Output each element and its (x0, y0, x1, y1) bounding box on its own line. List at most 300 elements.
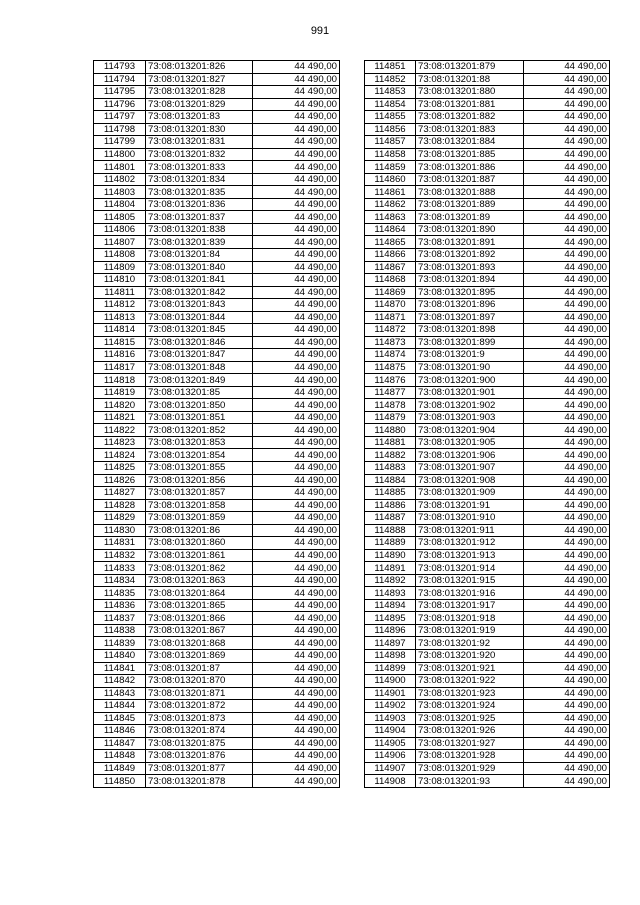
value-cell: 44 490,00 (253, 148, 340, 161)
value-cell: 44 490,00 (253, 111, 340, 124)
cadastral-number-cell: 73:08:013201:915 (416, 574, 524, 587)
cadastral-number-cell: 73:08:013201:903 (416, 411, 524, 424)
cadastral-number-cell: 73:08:013201:85 (146, 386, 253, 399)
row-number-cell: 114884 (365, 474, 416, 487)
cadastral-number-cell: 73:08:013201:9 (416, 349, 524, 362)
table-row (94, 499, 340, 512)
table-row (365, 399, 610, 412)
row-number-cell: 114840 (94, 649, 146, 662)
cadastral-number-cell: 73:08:013201:836 (146, 198, 253, 211)
cadastral-number-cell: 73:08:013201:834 (146, 173, 253, 186)
table-row (94, 211, 340, 224)
row-number-cell: 114852 (365, 73, 416, 86)
table-row (365, 750, 610, 763)
row-number-cell: 114845 (94, 712, 146, 725)
row-number-cell: 114846 (94, 725, 146, 738)
table-row (94, 775, 340, 788)
value-cell: 44 490,00 (524, 86, 610, 99)
row-number-cell: 114886 (365, 499, 416, 512)
value-cell: 44 490,00 (253, 762, 340, 775)
cadastral-number-cell: 73:08:013201:907 (416, 462, 524, 475)
row-number-cell: 114848 (94, 750, 146, 763)
cadastral-number-cell: 73:08:013201:875 (146, 737, 253, 750)
row-number-cell: 114892 (365, 574, 416, 587)
table-row (94, 524, 340, 537)
table-row (365, 161, 610, 174)
cadastral-number-cell: 73:08:013201:88 (416, 73, 524, 86)
table-row (94, 123, 340, 136)
row-number-cell: 114824 (94, 449, 146, 462)
table-row (94, 173, 340, 186)
value-cell: 44 490,00 (524, 574, 610, 587)
value-cell: 44 490,00 (524, 737, 610, 750)
value-cell: 44 490,00 (524, 61, 610, 74)
value-cell: 44 490,00 (253, 223, 340, 236)
row-number-cell: 114873 (365, 336, 416, 349)
table-row (94, 624, 340, 637)
value-cell: 44 490,00 (253, 198, 340, 211)
value-cell: 44 490,00 (253, 662, 340, 675)
cadastral-number-cell: 73:08:013201:842 (146, 286, 253, 299)
value-cell: 44 490,00 (524, 649, 610, 662)
table-row (94, 361, 340, 374)
row-number-cell: 114849 (94, 762, 146, 775)
row-number-cell: 114814 (94, 324, 146, 337)
row-number-cell: 114876 (365, 374, 416, 387)
row-number-cell: 114828 (94, 499, 146, 512)
table-row (365, 61, 610, 74)
value-cell: 44 490,00 (524, 662, 610, 675)
row-number-cell: 114893 (365, 587, 416, 600)
value-cell: 44 490,00 (253, 211, 340, 224)
value-cell: 44 490,00 (524, 700, 610, 713)
value-cell: 44 490,00 (524, 411, 610, 424)
value-cell: 44 490,00 (253, 161, 340, 174)
table-row (94, 449, 340, 462)
cadastral-number-cell: 73:08:013201:890 (416, 223, 524, 236)
value-cell: 44 490,00 (524, 261, 610, 274)
row-number-cell: 114821 (94, 411, 146, 424)
row-number-cell: 114850 (94, 775, 146, 788)
row-number-cell: 114798 (94, 123, 146, 136)
cadastral-number-cell: 73:08:013201:902 (416, 399, 524, 412)
cadastral-number-cell: 73:08:013201:864 (146, 587, 253, 600)
cadastral-number-cell: 73:08:013201:925 (416, 712, 524, 725)
value-cell: 44 490,00 (524, 474, 610, 487)
table-row (94, 223, 340, 236)
value-cell: 44 490,00 (524, 775, 610, 788)
table-row (94, 549, 340, 562)
row-number-cell: 114865 (365, 236, 416, 249)
cadastral-number-cell: 73:08:013201:844 (146, 311, 253, 324)
value-cell: 44 490,00 (524, 349, 610, 362)
value-cell: 44 490,00 (524, 537, 610, 550)
value-cell: 44 490,00 (253, 236, 340, 249)
table-row (365, 624, 610, 637)
table-row (94, 299, 340, 312)
value-cell: 44 490,00 (253, 512, 340, 525)
cadastral-number-cell: 73:08:013201:914 (416, 562, 524, 575)
value-cell: 44 490,00 (524, 750, 610, 763)
table-row (94, 336, 340, 349)
table-row (94, 725, 340, 738)
row-number-cell: 114887 (365, 512, 416, 525)
value-cell: 44 490,00 (253, 725, 340, 738)
value-cell: 44 490,00 (253, 487, 340, 500)
cadastral-number-cell: 73:08:013201:876 (146, 750, 253, 763)
cadastral-number-cell: 73:08:013201:856 (146, 474, 253, 487)
value-cell: 44 490,00 (524, 599, 610, 612)
value-cell: 44 490,00 (253, 562, 340, 575)
cadastral-number-cell: 73:08:013201:91 (416, 499, 524, 512)
row-number-cell: 114872 (365, 324, 416, 337)
table-row (365, 324, 610, 337)
row-number-cell: 114863 (365, 211, 416, 224)
cadastral-number-cell: 73:08:013201:920 (416, 649, 524, 662)
row-number-cell: 114833 (94, 562, 146, 575)
row-number-cell: 114869 (365, 286, 416, 299)
cadastral-number-cell: 73:08:013201:858 (146, 499, 253, 512)
value-cell: 44 490,00 (253, 587, 340, 600)
row-number-cell: 114861 (365, 186, 416, 199)
value-cell: 44 490,00 (524, 399, 610, 412)
cadastral-number-cell: 73:08:013201:863 (146, 574, 253, 587)
row-number-cell: 114851 (365, 61, 416, 74)
table-row (365, 386, 610, 399)
table-row (94, 662, 340, 675)
table-row (94, 587, 340, 600)
table-row (94, 311, 340, 324)
row-number-cell: 114805 (94, 211, 146, 224)
cadastral-number-cell: 73:08:013201:829 (146, 98, 253, 111)
cadastral-number-cell: 73:08:013201:847 (146, 349, 253, 362)
table-row (94, 148, 340, 161)
row-number-cell: 114842 (94, 675, 146, 688)
row-number-cell: 114870 (365, 299, 416, 312)
value-cell: 44 490,00 (253, 624, 340, 637)
value-cell: 44 490,00 (253, 549, 340, 562)
table-row (365, 762, 610, 775)
cadastral-number-cell: 73:08:013201:861 (146, 549, 253, 562)
table-row (94, 562, 340, 575)
value-cell: 44 490,00 (253, 737, 340, 750)
table-row (94, 649, 340, 662)
value-cell: 44 490,00 (524, 173, 610, 186)
cadastral-number-cell: 73:08:013201:872 (146, 700, 253, 713)
cadastral-number-cell: 73:08:013201:881 (416, 98, 524, 111)
cadastral-number-cell: 73:08:013201:927 (416, 737, 524, 750)
table-row (94, 274, 340, 287)
value-cell: 44 490,00 (524, 675, 610, 688)
cadastral-number-cell: 73:08:013201:826 (146, 61, 253, 74)
row-number-cell: 114890 (365, 549, 416, 562)
cadastral-number-cell: 73:08:013201:922 (416, 675, 524, 688)
row-number-cell: 114841 (94, 662, 146, 675)
cadastral-number-cell: 73:08:013201:885 (416, 148, 524, 161)
registry-table-left (93, 60, 340, 788)
table-row (94, 612, 340, 625)
value-cell: 44 490,00 (524, 186, 610, 199)
row-number-cell: 114859 (365, 161, 416, 174)
value-cell: 44 490,00 (253, 361, 340, 374)
row-number-cell: 114835 (94, 587, 146, 600)
value-cell: 44 490,00 (253, 411, 340, 424)
row-number-cell: 114806 (94, 223, 146, 236)
row-number-cell: 114894 (365, 599, 416, 612)
cadastral-number-cell: 73:08:013201:906 (416, 449, 524, 462)
table-row (365, 261, 610, 274)
value-cell: 44 490,00 (253, 775, 340, 788)
page-number: 991 (310, 25, 330, 37)
cadastral-number-cell: 73:08:013201:830 (146, 123, 253, 136)
row-number-cell: 114900 (365, 675, 416, 688)
table-row (94, 462, 340, 475)
cadastral-number-cell: 73:08:013201:92 (416, 637, 524, 650)
value-cell: 44 490,00 (524, 361, 610, 374)
row-number-cell: 114795 (94, 86, 146, 99)
table-row (365, 361, 610, 374)
row-number-cell: 114904 (365, 725, 416, 738)
row-number-cell: 114891 (365, 562, 416, 575)
value-cell: 44 490,00 (524, 148, 610, 161)
value-cell: 44 490,00 (253, 436, 340, 449)
value-cell: 44 490,00 (253, 700, 340, 713)
row-number-cell: 114882 (365, 449, 416, 462)
row-number-cell: 114855 (365, 111, 416, 124)
value-cell: 44 490,00 (253, 462, 340, 475)
value-cell: 44 490,00 (524, 311, 610, 324)
row-number-cell: 114818 (94, 374, 146, 387)
cadastral-number-cell: 73:08:013201:831 (146, 136, 253, 149)
value-cell: 44 490,00 (524, 386, 610, 399)
value-cell: 44 490,00 (253, 399, 340, 412)
value-cell: 44 490,00 (253, 73, 340, 86)
table-row (365, 274, 610, 287)
row-number-cell: 114837 (94, 612, 146, 625)
cadastral-number-cell: 73:08:013201:928 (416, 750, 524, 763)
row-number-cell: 114853 (365, 86, 416, 99)
value-cell: 44 490,00 (253, 336, 340, 349)
value-cell: 44 490,00 (253, 750, 340, 763)
row-number-cell: 114864 (365, 223, 416, 236)
cadastral-number-cell: 73:08:013201:908 (416, 474, 524, 487)
cadastral-number-cell: 73:08:013201:916 (416, 587, 524, 600)
table-row (365, 223, 610, 236)
cadastral-number-cell: 73:08:013201:888 (416, 186, 524, 199)
cadastral-number-cell: 73:08:013201:859 (146, 512, 253, 525)
value-cell: 44 490,00 (253, 449, 340, 462)
table-row (365, 737, 610, 750)
table-row (365, 248, 610, 261)
table-row (94, 424, 340, 437)
row-number-cell: 114811 (94, 286, 146, 299)
value-cell: 44 490,00 (253, 248, 340, 261)
cadastral-number-cell: 73:08:013201:880 (416, 86, 524, 99)
table-row (94, 98, 340, 111)
value-cell: 44 490,00 (524, 424, 610, 437)
value-cell: 44 490,00 (253, 599, 340, 612)
table-row (94, 712, 340, 725)
cadastral-number-cell: 73:08:013201:833 (146, 161, 253, 174)
cadastral-number-cell: 73:08:013201:866 (146, 612, 253, 625)
table-row (365, 675, 610, 688)
table-row (365, 775, 610, 788)
table-row (94, 700, 340, 713)
row-number-cell: 114879 (365, 411, 416, 424)
cadastral-number-cell: 73:08:013201:893 (416, 261, 524, 274)
row-number-cell: 114856 (365, 123, 416, 136)
table-row (94, 324, 340, 337)
row-number-cell: 114854 (365, 98, 416, 111)
value-cell: 44 490,00 (253, 537, 340, 550)
cadastral-number-cell: 73:08:013201:868 (146, 637, 253, 650)
cadastral-number-cell: 73:08:013201:909 (416, 487, 524, 500)
row-number-cell: 114899 (365, 662, 416, 675)
value-cell: 44 490,00 (524, 198, 610, 211)
row-number-cell: 114802 (94, 173, 146, 186)
cadastral-number-cell: 73:08:013201:865 (146, 599, 253, 612)
row-number-cell: 114815 (94, 336, 146, 349)
value-cell: 44 490,00 (524, 725, 610, 738)
row-number-cell: 114867 (365, 261, 416, 274)
cadastral-number-cell: 73:08:013201:897 (416, 311, 524, 324)
cadastral-number-cell: 73:08:013201:898 (416, 324, 524, 337)
value-cell: 44 490,00 (253, 123, 340, 136)
value-cell: 44 490,00 (253, 687, 340, 700)
cadastral-number-cell: 73:08:013201:912 (416, 537, 524, 550)
table-row (365, 198, 610, 211)
row-number-cell: 114903 (365, 712, 416, 725)
row-number-cell: 114902 (365, 700, 416, 713)
value-cell: 44 490,00 (524, 524, 610, 537)
table-row (94, 637, 340, 650)
table-row (365, 336, 610, 349)
table-row (94, 198, 340, 211)
row-number-cell: 114832 (94, 549, 146, 562)
row-number-cell: 114816 (94, 349, 146, 362)
value-cell: 44 490,00 (524, 299, 610, 312)
value-cell: 44 490,00 (524, 324, 610, 337)
cadastral-number-cell: 73:08:013201:923 (416, 687, 524, 700)
value-cell: 44 490,00 (524, 73, 610, 86)
cadastral-number-cell: 73:08:013201:913 (416, 549, 524, 562)
cadastral-number-cell: 73:08:013201:845 (146, 324, 253, 337)
row-number-cell: 114871 (365, 311, 416, 324)
value-cell: 44 490,00 (524, 462, 610, 475)
row-number-cell: 114831 (94, 537, 146, 550)
cadastral-number-cell: 73:08:013201:926 (416, 725, 524, 738)
cadastral-number-cell: 73:08:013201:89 (416, 211, 524, 224)
value-cell: 44 490,00 (253, 274, 340, 287)
table-row (365, 374, 610, 387)
table-row (365, 86, 610, 99)
cadastral-number-cell: 73:08:013201:855 (146, 462, 253, 475)
row-number-cell: 114860 (365, 173, 416, 186)
table-row (94, 136, 340, 149)
row-number-cell: 114809 (94, 261, 146, 274)
value-cell: 44 490,00 (253, 186, 340, 199)
value-cell: 44 490,00 (524, 612, 610, 625)
table-row (365, 436, 610, 449)
row-number-cell: 114819 (94, 386, 146, 399)
cadastral-number-cell: 73:08:013201:871 (146, 687, 253, 700)
value-cell: 44 490,00 (524, 236, 610, 249)
table-row (94, 750, 340, 763)
cadastral-number-cell: 73:08:013201:850 (146, 399, 253, 412)
value-cell: 44 490,00 (253, 299, 340, 312)
row-number-cell: 114812 (94, 299, 146, 312)
value-cell: 44 490,00 (253, 136, 340, 149)
table-row (365, 687, 610, 700)
value-cell: 44 490,00 (524, 248, 610, 261)
cadastral-number-cell: 73:08:013201:848 (146, 361, 253, 374)
row-number-cell: 114800 (94, 148, 146, 161)
value-cell: 44 490,00 (253, 574, 340, 587)
cadastral-number-cell: 73:08:013201:93 (416, 775, 524, 788)
table-row (365, 649, 610, 662)
table-row (365, 487, 610, 500)
table-row (94, 474, 340, 487)
table-row (365, 549, 610, 562)
cadastral-number-cell: 73:08:013201:90 (416, 361, 524, 374)
value-cell: 44 490,00 (253, 61, 340, 74)
value-cell: 44 490,00 (253, 173, 340, 186)
cadastral-number-cell: 73:08:013201:84 (146, 248, 253, 261)
value-cell: 44 490,00 (253, 474, 340, 487)
cadastral-number-cell: 73:08:013201:884 (416, 136, 524, 149)
table-row (94, 73, 340, 86)
table-row (365, 148, 610, 161)
table-row (94, 186, 340, 199)
value-cell: 44 490,00 (524, 223, 610, 236)
row-number-cell: 114839 (94, 637, 146, 650)
cadastral-number-cell: 73:08:013201:924 (416, 700, 524, 713)
value-cell: 44 490,00 (253, 324, 340, 337)
table-row (365, 236, 610, 249)
table-row (94, 61, 340, 74)
table-row (365, 136, 610, 149)
table-row (365, 286, 610, 299)
row-number-cell: 114830 (94, 524, 146, 537)
table-row (365, 537, 610, 550)
cadastral-number-cell: 73:08:013201:879 (416, 61, 524, 74)
row-number-cell: 114799 (94, 136, 146, 149)
row-number-cell: 114810 (94, 274, 146, 287)
table-row (365, 186, 610, 199)
table-row (365, 173, 610, 186)
row-number-cell: 114857 (365, 136, 416, 149)
row-number-cell: 114843 (94, 687, 146, 700)
value-cell: 44 490,00 (524, 136, 610, 149)
table-row (365, 637, 610, 650)
row-number-cell: 114797 (94, 111, 146, 124)
row-number-cell: 114878 (365, 399, 416, 412)
row-number-cell: 114827 (94, 487, 146, 500)
value-cell: 44 490,00 (524, 211, 610, 224)
cadastral-number-cell: 73:08:013201:895 (416, 286, 524, 299)
table-row (94, 537, 340, 550)
row-number-cell: 114847 (94, 737, 146, 750)
cadastral-number-cell: 73:08:013201:869 (146, 649, 253, 662)
row-number-cell: 114813 (94, 311, 146, 324)
cadastral-number-cell: 73:08:013201:873 (146, 712, 253, 725)
cadastral-number-cell: 73:08:013201:849 (146, 374, 253, 387)
row-number-cell: 114834 (94, 574, 146, 587)
row-number-cell: 114889 (365, 537, 416, 550)
table-row (365, 111, 610, 124)
value-cell: 44 490,00 (524, 499, 610, 512)
cadastral-number-cell: 73:08:013201:828 (146, 86, 253, 99)
